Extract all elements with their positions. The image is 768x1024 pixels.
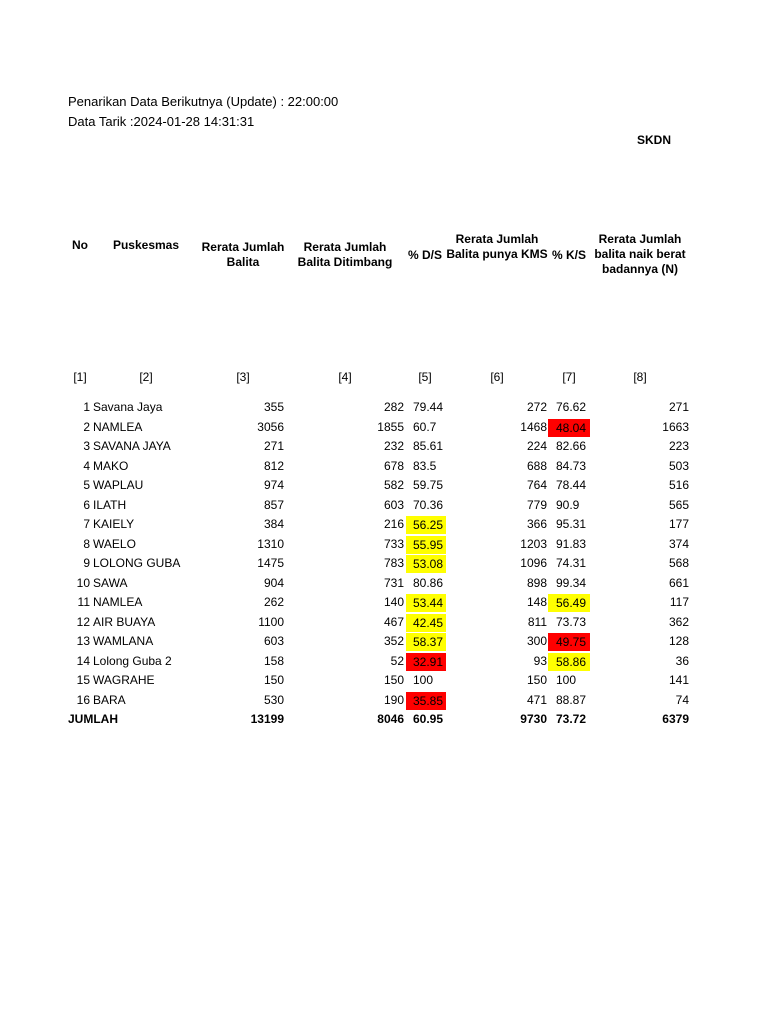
header-puskesmas: Puskesmas: [112, 238, 180, 252]
table-row: [0, 691, 768, 711]
ks-percent: 48.04: [548, 419, 590, 437]
ks-percent: 74.31: [556, 556, 587, 570]
column-number: [8]: [633, 370, 647, 384]
balita-value: 904: [263, 575, 284, 590]
ks-percent: 91.83: [556, 536, 587, 551]
total-ks: 73.72: [556, 712, 587, 726]
table-row: [0, 437, 768, 457]
puskesmas-name: Lolong Guba 2: [93, 653, 172, 668]
skdn-table: [0, 398, 768, 730]
ks-percent: 88.87: [556, 692, 587, 707]
table-row: [0, 515, 768, 535]
kms-value: 1203: [520, 536, 547, 551]
ds-percent: 80.86: [413, 575, 444, 590]
table-row: [0, 613, 768, 633]
row-number: 2: [83, 419, 90, 434]
row-number: 1: [83, 400, 90, 414]
table-row: [0, 398, 768, 418]
ditimbang-value: 467: [383, 614, 404, 629]
ditimbang-value: 190: [383, 692, 404, 707]
puskesmas-name: SAVANA JAYA: [93, 439, 171, 453]
puskesmas-name: WAMLANA: [93, 634, 154, 648]
balita-value: 857: [263, 497, 284, 512]
ditimbang-value: 1855: [377, 419, 404, 434]
total-ditimbang: 8046: [377, 712, 404, 726]
ds-percent: 83.5: [413, 458, 437, 473]
ditimbang-value: 352: [383, 634, 404, 648]
header-naik: Rerata Jumlah balita naik berat badannya (N): [594, 232, 686, 276]
balita-value: 3056: [257, 419, 284, 434]
column-number: [5]: [418, 370, 432, 384]
ditimbang-value: 603: [383, 497, 404, 512]
ds-percent: 85.61: [413, 439, 444, 453]
kms-value: 471: [526, 692, 547, 707]
kms-value: 150: [526, 673, 547, 687]
balita-value: 974: [263, 478, 284, 492]
ds-percent: 53.08: [406, 555, 446, 573]
total-balita: 13199: [250, 712, 284, 726]
row-number: 10: [76, 575, 90, 590]
ds-percent: 32.91: [406, 653, 446, 671]
naik-value: 568: [668, 556, 689, 570]
column-number: [2]: [139, 370, 153, 384]
ditimbang-value: 216: [383, 517, 404, 531]
balita-value: 812: [263, 458, 284, 473]
puskesmas-name: SAWA: [93, 575, 128, 590]
puskesmas-name: BARA: [93, 692, 126, 707]
ds-percent: 70.36: [413, 497, 444, 512]
naik-value: 661: [668, 575, 689, 590]
update-schedule-text: Penarikan Data Berikutnya (Update) : 22:00:00: [68, 94, 339, 109]
naik-value: 503: [668, 458, 689, 473]
ds-percent: 53.44: [406, 594, 446, 612]
table-row: [0, 652, 768, 672]
ditimbang-value: 150: [383, 673, 404, 687]
ds-percent: 56.25: [406, 516, 446, 534]
total-kms: 9730: [520, 712, 547, 726]
table-row: [0, 476, 768, 496]
balita-value: 1475: [257, 556, 284, 570]
row-number: 6: [83, 497, 90, 512]
ds-percent: 59.75: [413, 478, 444, 492]
header-ditimbang: Rerata Jumlah Balita Ditimbang: [297, 240, 393, 269]
naik-value: 128: [668, 634, 689, 648]
balita-value: 158: [263, 653, 284, 668]
naik-value: 362: [668, 614, 689, 629]
table-row: [0, 593, 768, 613]
kms-value: 898: [526, 575, 547, 590]
ks-percent: 49.75: [548, 633, 590, 651]
row-number: 3: [83, 439, 90, 453]
row-number: 12: [76, 614, 90, 629]
ditimbang-value: 52: [390, 653, 404, 668]
total-naik: 6379: [662, 712, 689, 726]
row-number: 4: [83, 458, 90, 473]
table-row: [0, 535, 768, 555]
table-row: [0, 418, 768, 438]
puskesmas-name: Savana Jaya: [93, 400, 163, 414]
kms-value: 764: [526, 478, 547, 492]
column-number: [6]: [490, 370, 504, 384]
row-number: 9: [83, 556, 90, 570]
ditimbang-value: 783: [383, 556, 404, 570]
naik-value: 223: [668, 439, 689, 453]
table-row: [0, 554, 768, 574]
ks-percent: 76.62: [556, 400, 587, 414]
ks-percent: 95.31: [556, 517, 587, 531]
puskesmas-name: NAMLEA: [93, 595, 143, 609]
puskesmas-name: WAGRAHE: [93, 673, 155, 687]
puskesmas-name: ILATH: [93, 497, 127, 512]
naik-value: 74: [675, 692, 689, 707]
row-number: 8: [83, 536, 90, 551]
ks-percent: 82.66: [556, 439, 587, 453]
ks-percent: 58.86: [548, 653, 590, 671]
total-label: JUMLAH: [68, 712, 118, 726]
ds-percent: 60.7: [413, 419, 437, 434]
header-balita: Rerata Jumlah Balita: [201, 240, 285, 269]
puskesmas-name: LOLONG GUBA: [93, 556, 181, 570]
kms-value: 1468: [520, 419, 547, 434]
ds-percent: 35.85: [406, 692, 446, 710]
naik-value: 374: [668, 536, 689, 551]
header-no: No: [72, 238, 88, 252]
row-number: 14: [76, 653, 90, 668]
total-row: [0, 710, 768, 730]
ds-percent: 42.45: [406, 614, 446, 632]
table-row: [0, 457, 768, 477]
data-pull-timestamp: Data Tarik :2024-01-28 14:31:31: [68, 114, 255, 129]
ks-percent: 100: [556, 673, 577, 687]
kms-value: 1096: [520, 556, 547, 570]
puskesmas-name: KAIELY: [93, 517, 135, 531]
puskesmas-name: MAKO: [93, 458, 129, 473]
ditimbang-value: 733: [383, 536, 404, 551]
ks-percent: 56.49: [548, 594, 590, 612]
balita-value: 530: [263, 692, 284, 707]
kms-value: 366: [526, 517, 547, 531]
column-number: [7]: [562, 370, 576, 384]
ditimbang-value: 282: [383, 400, 404, 414]
kms-value: 224: [526, 439, 547, 453]
naik-value: 177: [668, 517, 689, 531]
report-title: SKDN: [637, 133, 672, 147]
naik-value: 36: [675, 653, 689, 668]
balita-value: 271: [263, 439, 284, 453]
column-number: [4]: [338, 370, 352, 384]
kms-value: 300: [526, 634, 547, 648]
ditimbang-value: 731: [383, 575, 404, 590]
header-ds: % D/S: [407, 248, 442, 262]
ditimbang-value: 678: [383, 458, 404, 473]
ditimbang-value: 582: [383, 478, 404, 492]
row-number: 7: [83, 517, 90, 531]
naik-value: 1663: [662, 419, 689, 434]
column-number: [3]: [236, 370, 250, 384]
ks-percent: 90.9: [556, 497, 580, 512]
ks-percent: 78.44: [556, 478, 587, 492]
kms-value: 148: [526, 595, 547, 609]
kms-value: 93: [533, 653, 547, 668]
ds-percent: 100: [413, 673, 434, 687]
ks-percent: 99.34: [556, 575, 587, 590]
balita-value: 1100: [258, 614, 284, 629]
balita-value: 355: [263, 400, 284, 414]
ditimbang-value: 140: [383, 595, 404, 609]
row-number: 15: [76, 673, 90, 687]
header-ks: % K/S: [551, 248, 586, 262]
row-number: 16: [76, 692, 90, 707]
table-row: [0, 496, 768, 516]
naik-value: 117: [669, 595, 689, 609]
ditimbang-value: 232: [383, 439, 404, 453]
ds-percent: 55.95: [406, 536, 446, 554]
header-kms: Rerata Jumlah Balita punya KMS: [446, 232, 548, 261]
balita-value: 262: [263, 595, 284, 609]
row-number: 13: [76, 634, 90, 648]
puskesmas-name: AIR BUAYA: [93, 614, 156, 629]
naik-value: 141: [668, 673, 689, 687]
table-row: [0, 671, 768, 691]
ds-percent: 79.44: [413, 400, 444, 414]
total-ds: 60.95: [413, 712, 444, 726]
row-number: 5: [83, 478, 90, 492]
ks-percent: 73.73: [556, 614, 587, 629]
ks-percent: 84.73: [556, 458, 587, 473]
table-row: [0, 632, 768, 652]
balita-value: 603: [263, 634, 284, 648]
balita-value: 384: [263, 517, 284, 531]
column-number: [1]: [73, 370, 87, 384]
table-row: [0, 574, 768, 594]
kms-value: 688: [526, 458, 547, 473]
naik-value: 516: [668, 478, 689, 492]
naik-value: 271: [668, 400, 689, 414]
puskesmas-name: NAMLEA: [93, 419, 143, 434]
naik-value: 565: [668, 497, 689, 512]
balita-value: 1310: [257, 536, 284, 551]
puskesmas-name: WAPLAU: [93, 478, 144, 492]
kms-value: 779: [526, 497, 547, 512]
balita-value: 150: [263, 673, 284, 687]
kms-value: 272: [526, 400, 547, 414]
puskesmas-name: WAELO: [93, 536, 136, 551]
ds-percent: 58.37: [406, 633, 446, 651]
row-number: 11: [77, 595, 90, 609]
kms-value: 811: [527, 614, 547, 629]
